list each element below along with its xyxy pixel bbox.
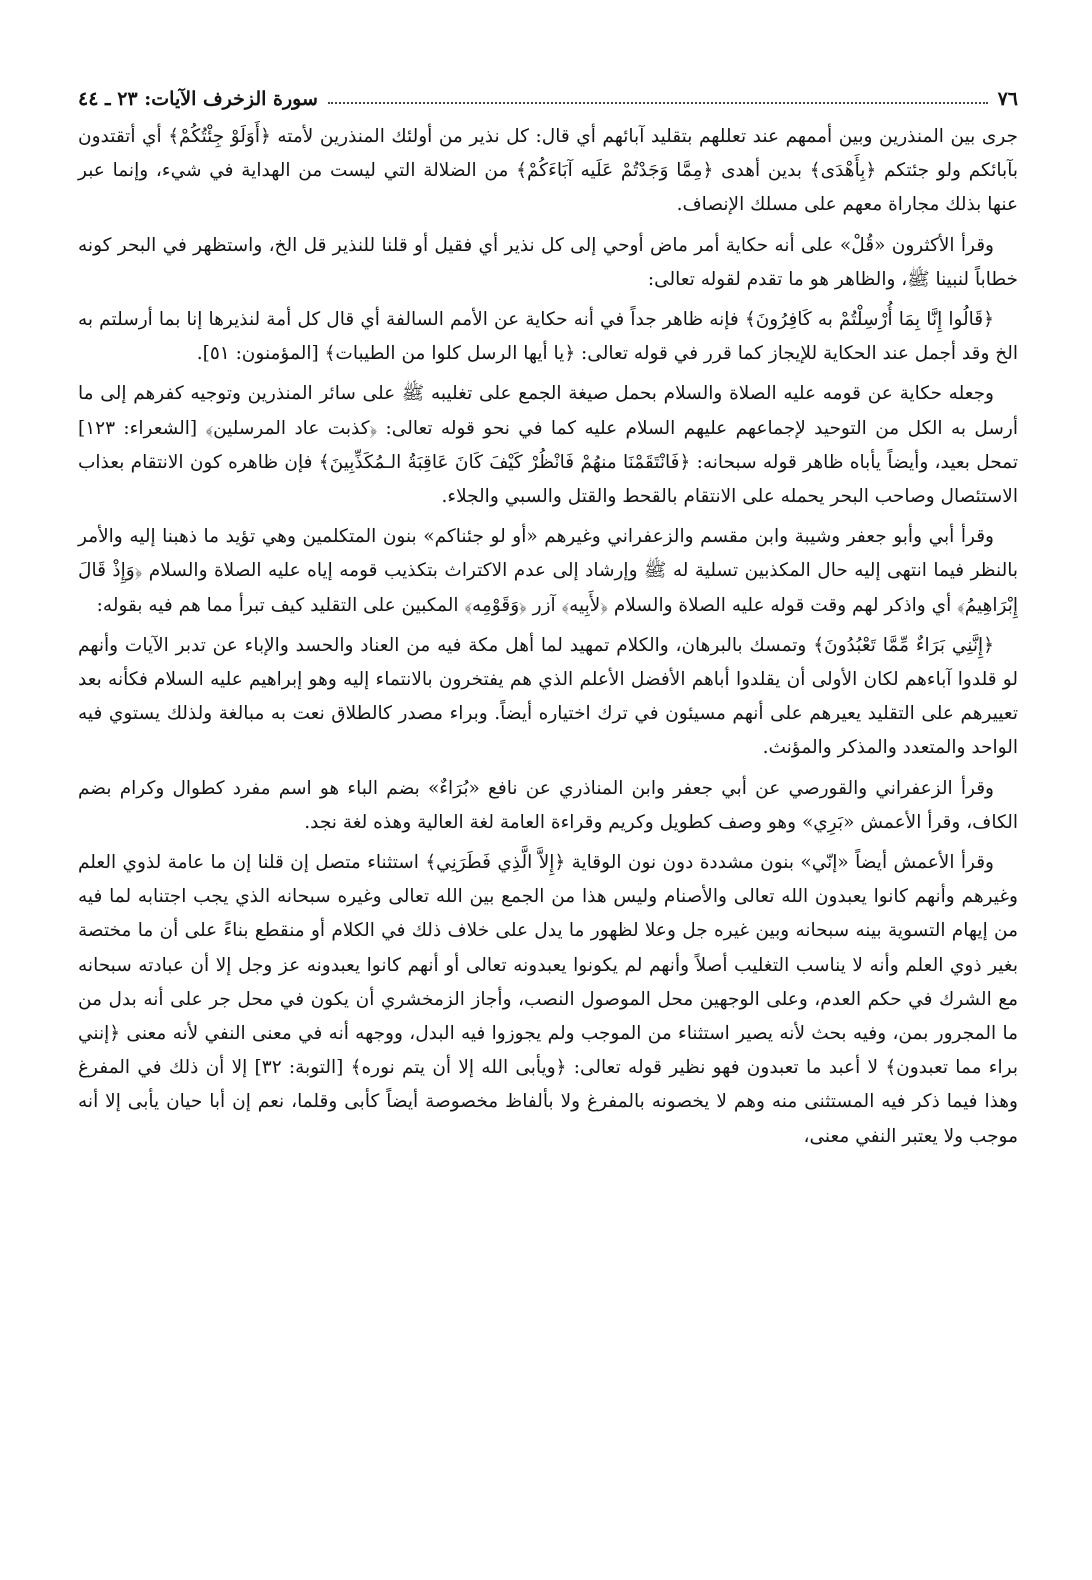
paragraph-2: وقرأ الأكثرون «قُلْ» على أنه حكاية أمر ماض أوحي إلى كل نذير أي فقيل أو قلنا للنذير قل الخ، واستظهر في البحر كونه خطاباً لنبينا ﷺ، والظاهر هو ما تقدم لقوله تعالى: (78, 234, 1018, 290)
header-leader-dots (328, 101, 988, 104)
paragraph-4: وجعله حكاية عن قومه عليه الصلاة والسلام بحمل صيغة الجمع على تغليبه ﷺ على سائر المنذرين وتوجيه كفرهم إلى ما أرسل به الكل من التوحيد لإجماعهم عليهم السلام عليه كما في نحو قوله تعالى: ﴿كذبت عاد المرسلين﴾ [الشعراء: ١٢٣] تمحل بعيد، وأيضاً يأباه ظاهر قوله سبحانه: ﴿فَانْتَقَمْنَا منهُمْ فَانْظُرْ كَيْفَ كَانَ عَاقِبَةُ الـمُكَذِّبِينَ﴾ فإن ظاهره كون الانتقام بعذاب الاستئصال وصاحب البحر يحمله على الانتقام بالقحط والقتل والسبي والجلاء. (78, 383, 1018, 508)
paragraph-6: ﴿إِنَّنِي بَرَاءٌ مِّمَّا تَعْبُدُونَ﴾ وتمسك بالبرهان، والكلام تمهيد لما أهل مكة فيه من العناد والحسد والإباء عن تدبر الآيات وأنهم لو قلدوا آباءهم لكان الأولى أن يقلدوا أباهم الأفضل الأعلم الذي هم يفتخرون بالانتماء إليه وهو إبراهيم عليه السلام فكأنه بعد تعييرهم على التقليد يعيرهم على أنهم مسيئون في ترك اختياره أيضاً. وبراء مصدر كالطلاق نعت به مبالغة ولذلك يستوي فيه الواحد والمتعدد والمذكر والمؤنث. (78, 634, 1018, 759)
paragraph-1: جرى بين المنذرين وبين أممهم عند تعللهم بتقليد آبائهم أي قال: كل نذير من أولئك المنذرين لأمته ﴿أَوَلَوْ جِئْتُكُمْ﴾ أي أتقتدون بآبائكم ولو جئتكم ﴿بِأَهْدَى﴾ بدين أهدى ﴿مِمَّا وَجَدْتُمْ عَلَيه آبَاءَكُمْ﴾ من الضلالة التي ليست من الهداية في شيء، وإنما عبر عنها بذلك مجاراة معهم على مسلك الإنصاف. (78, 126, 1018, 216)
page-number: ٧٦ (997, 88, 1018, 110)
body-text (78, 120, 1018, 1154)
page (78, 70, 1018, 1560)
running-header (78, 70, 1018, 110)
paragraph-5: وقرأ أبي وأبو جعفر وشيبة وابن مقسم والزعفراني وغيرهم «أو لو جئناكم» بنون المتكلمين وهي تؤيد ما ذهبنا إليه والأمر بالنظر فيما انتهى إليه حال المكذبين تسلية له ﷺ وإرشاد إلى عدم الاكتراث بتكذيب قومه إياه عليه الصلاة والسلام ﴿وَإِذْ قَالَ إِبْرَاهِيمُ﴾ أي واذكر لهم وقت قوله عليه الصلاة والسلام ﴿لأَبِيه﴾ آزر ﴿وَقَوْمِه﴾ المكبين على التقليد كيف تبرأ مما هم فيه بقوله: (78, 526, 1018, 616)
paragraph-3: ﴿قَالُوا إِنَّا بِمَا أُرْسِلْتُمْ به كَافِرُونَ﴾ فإنه ظاهر جداً في أنه حكاية عن الأمم السالفة أي قال كل أمة لنذيرها إنا بما أرسلتم به الخ وقد أجمل عند الحكاية للإيجاز كما قرر في قوله تعالى: ﴿يا أيها الرسل كلوا من الطيبات﴾ [المؤمنون: ٥١]. (78, 309, 1018, 365)
paragraph-8: وقرأ الأعمش أيضاً «إنّي» بنون مشددة دون نون الوقاية ﴿إِلاَّ الَّذِي فَطَرَنِي﴾ استثناء متصل إن قلنا إن ما عامة لذوي العلم وغيرهم وأنهم كانوا يعبدون الله تعالى والأصنام وليس هذا من الجمع بين الله تعالى وغيره سبحانه الذي يجب اجتنابه لما فيه من إيهام التسوية بينه سبحانه وبين غيره جل وعلا لظهور ما يدل على خلاف ذلك في الكلام أو منقطع بناءً على أن ما مختصة بغير ذوي العلم وأنه لا يناسب التغليب أصلاً وأنهم لم يكونوا يعبدونه تعالى أو أنهم كانوا يعبدونه عز وجل إلا أن عبادته سبحانه مع الشرك في حكم العدم، وعلى الوجهين محل الموصول النصب، وأجاز الزمخشري أن يكون في محل جر على أنه بدل من ما المجرور بمن، وفيه بحث لأنه يصير استثناء من الموجب ولم يجوزوا فيه البدل، ووجهه أنه في معنى النفي لأنه معنى ﴿إنني براء مما تعبدون﴾ لا أعبد ما تعبدون فهو نظير قوله تعالى: ﴿ويأبى الله إلا أن يتم نوره﴾ [التوبة: ٣٢] إلا أن ذلك في المفرغ وهذا فيما ذكر فيه المستثنى منه وهم لا يخصونه بالمفرغ ولا بألفاظ مخصوصة أيضاً كأبى وقلما، نعم إن أبا حيان يأبى إلا أنه موجب ولا يعتبر النفي معنى، (78, 852, 1019, 1147)
header-title: سورة الزخرف الآيات: ٢٣ ـ ٤٤ (78, 88, 318, 110)
paragraph-7: وقرأ الزعفراني والقورصي عن أبي جعفر وابن المناذري عن نافع «بُرَاءٌ» بضم الباء هو اسم مفرد كطوال وكرام بضم الكاف، وقرأ الأعمش «بَرِي» وهو وصف كطويل وكريم وقراءة العامة لغة العالية وهذه لغة نجد. (78, 777, 1018, 833)
